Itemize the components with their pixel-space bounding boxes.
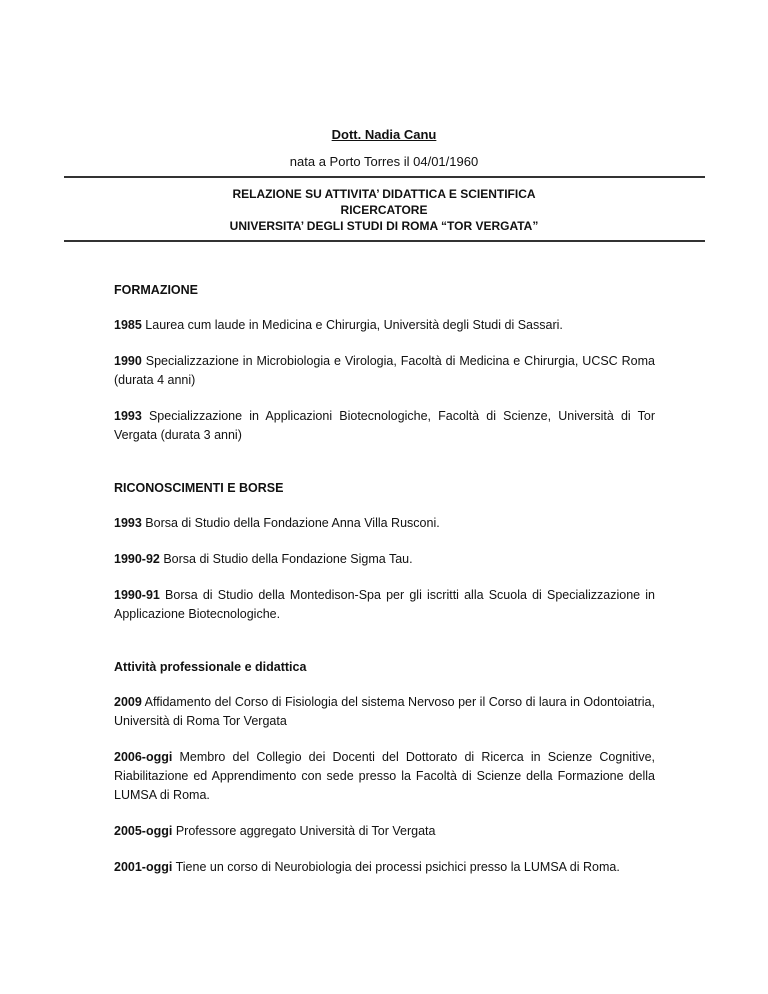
section-heading-formazione: FORMAZIONE [114,283,199,297]
entry-text: Membro del Collegio dei Docenti del Dottorato di Ricerca in Scienze Cognitive, Riabilitazione ed Apprendimento con sede presso la Facoltà di Scienze della Formazione della LUMSA di Roma. [114,750,655,802]
university-name: UNIVERSITA’ DEGLI STUDI DI ROMA “TOR VERGATA” [229,219,539,233]
entry-year: 1993 [114,516,142,530]
entry-text: Professore aggregato Università di Tor Vergata [172,824,436,838]
entry-riconoscimenti-2 [114,550,655,569]
role-title: RICERCATORE [340,203,428,217]
report-header [0,186,768,234]
birth-info: nata a Porto Torres il 04/01/1960 [289,154,479,169]
entry-formazione-1 [114,316,655,335]
entry-text: Borsa di Studio della Fondazione Sigma Tau. [159,552,413,566]
entry-attivita-3 [114,822,655,841]
entry-text: Borsa di Studio della Montedison-Spa per gli iscritti alla Scuola di Specializzazione in Applicazione Biotecnologiche. [114,588,655,621]
entry-text: Specializzazione in Applicazioni Biotecnologiche, Facoltà di Scienze, Università di Tor Vergata (durata 3 anni) [114,409,655,442]
entry-year: 1990-91 [114,588,160,602]
entry-riconoscimenti-1 [114,514,655,533]
entry-year: 1990-92 [114,552,160,566]
entry-attivita-2 [114,748,655,805]
entry-formazione-3 [114,407,655,445]
entry-text: Laurea cum laude in Medicina e Chirurgia, Università degli Studi di Sassari. [141,318,563,332]
entry-text: Specializzazione in Microbiologia e Virologia, Facoltà di Medicina e Chirurgia, UCSC Roma (durata 4 anni) [114,354,655,387]
entry-formazione-2 [114,352,655,390]
entry-riconoscimenti-3 [114,586,655,624]
entry-year: 2006-oggi [114,750,173,764]
bottom-divider [64,240,705,242]
entry-text: Tiene un corso di Neurobiologia dei processi psichici presso la LUMSA di Roma. [172,860,620,874]
person-name: Dott. Nadia Canu [331,127,437,142]
report-title: RELAZIONE SU ATTIVITA’ DIDATTICA E SCIENTIFICA [232,187,536,201]
cv-content [114,281,655,894]
section-heading-attivita: Attività professionale e didattica [114,660,307,674]
entry-attivita-4 [114,858,655,877]
entry-year: 1985 [114,318,142,332]
entry-year: 2005-oggi [114,824,173,838]
entry-year: 1993 [114,409,142,423]
entry-text: Affidamento del Corso di Fisiologia del sistema Nervoso per il Corso di laura in Odontoiatria, Università di Roma Tor Vergata [114,695,655,728]
section-heading-riconoscimenti: RICONOSCIMENTI E BORSE [114,481,284,495]
entry-year: 1990 [114,354,142,368]
entry-year: 2009 [114,695,142,709]
entry-attivita-1 [114,693,655,731]
entry-year: 2001-oggi [114,860,173,874]
entry-text: Borsa di Studio della Fondazione Anna Villa Rusconi. [141,516,440,530]
top-divider [64,176,705,178]
